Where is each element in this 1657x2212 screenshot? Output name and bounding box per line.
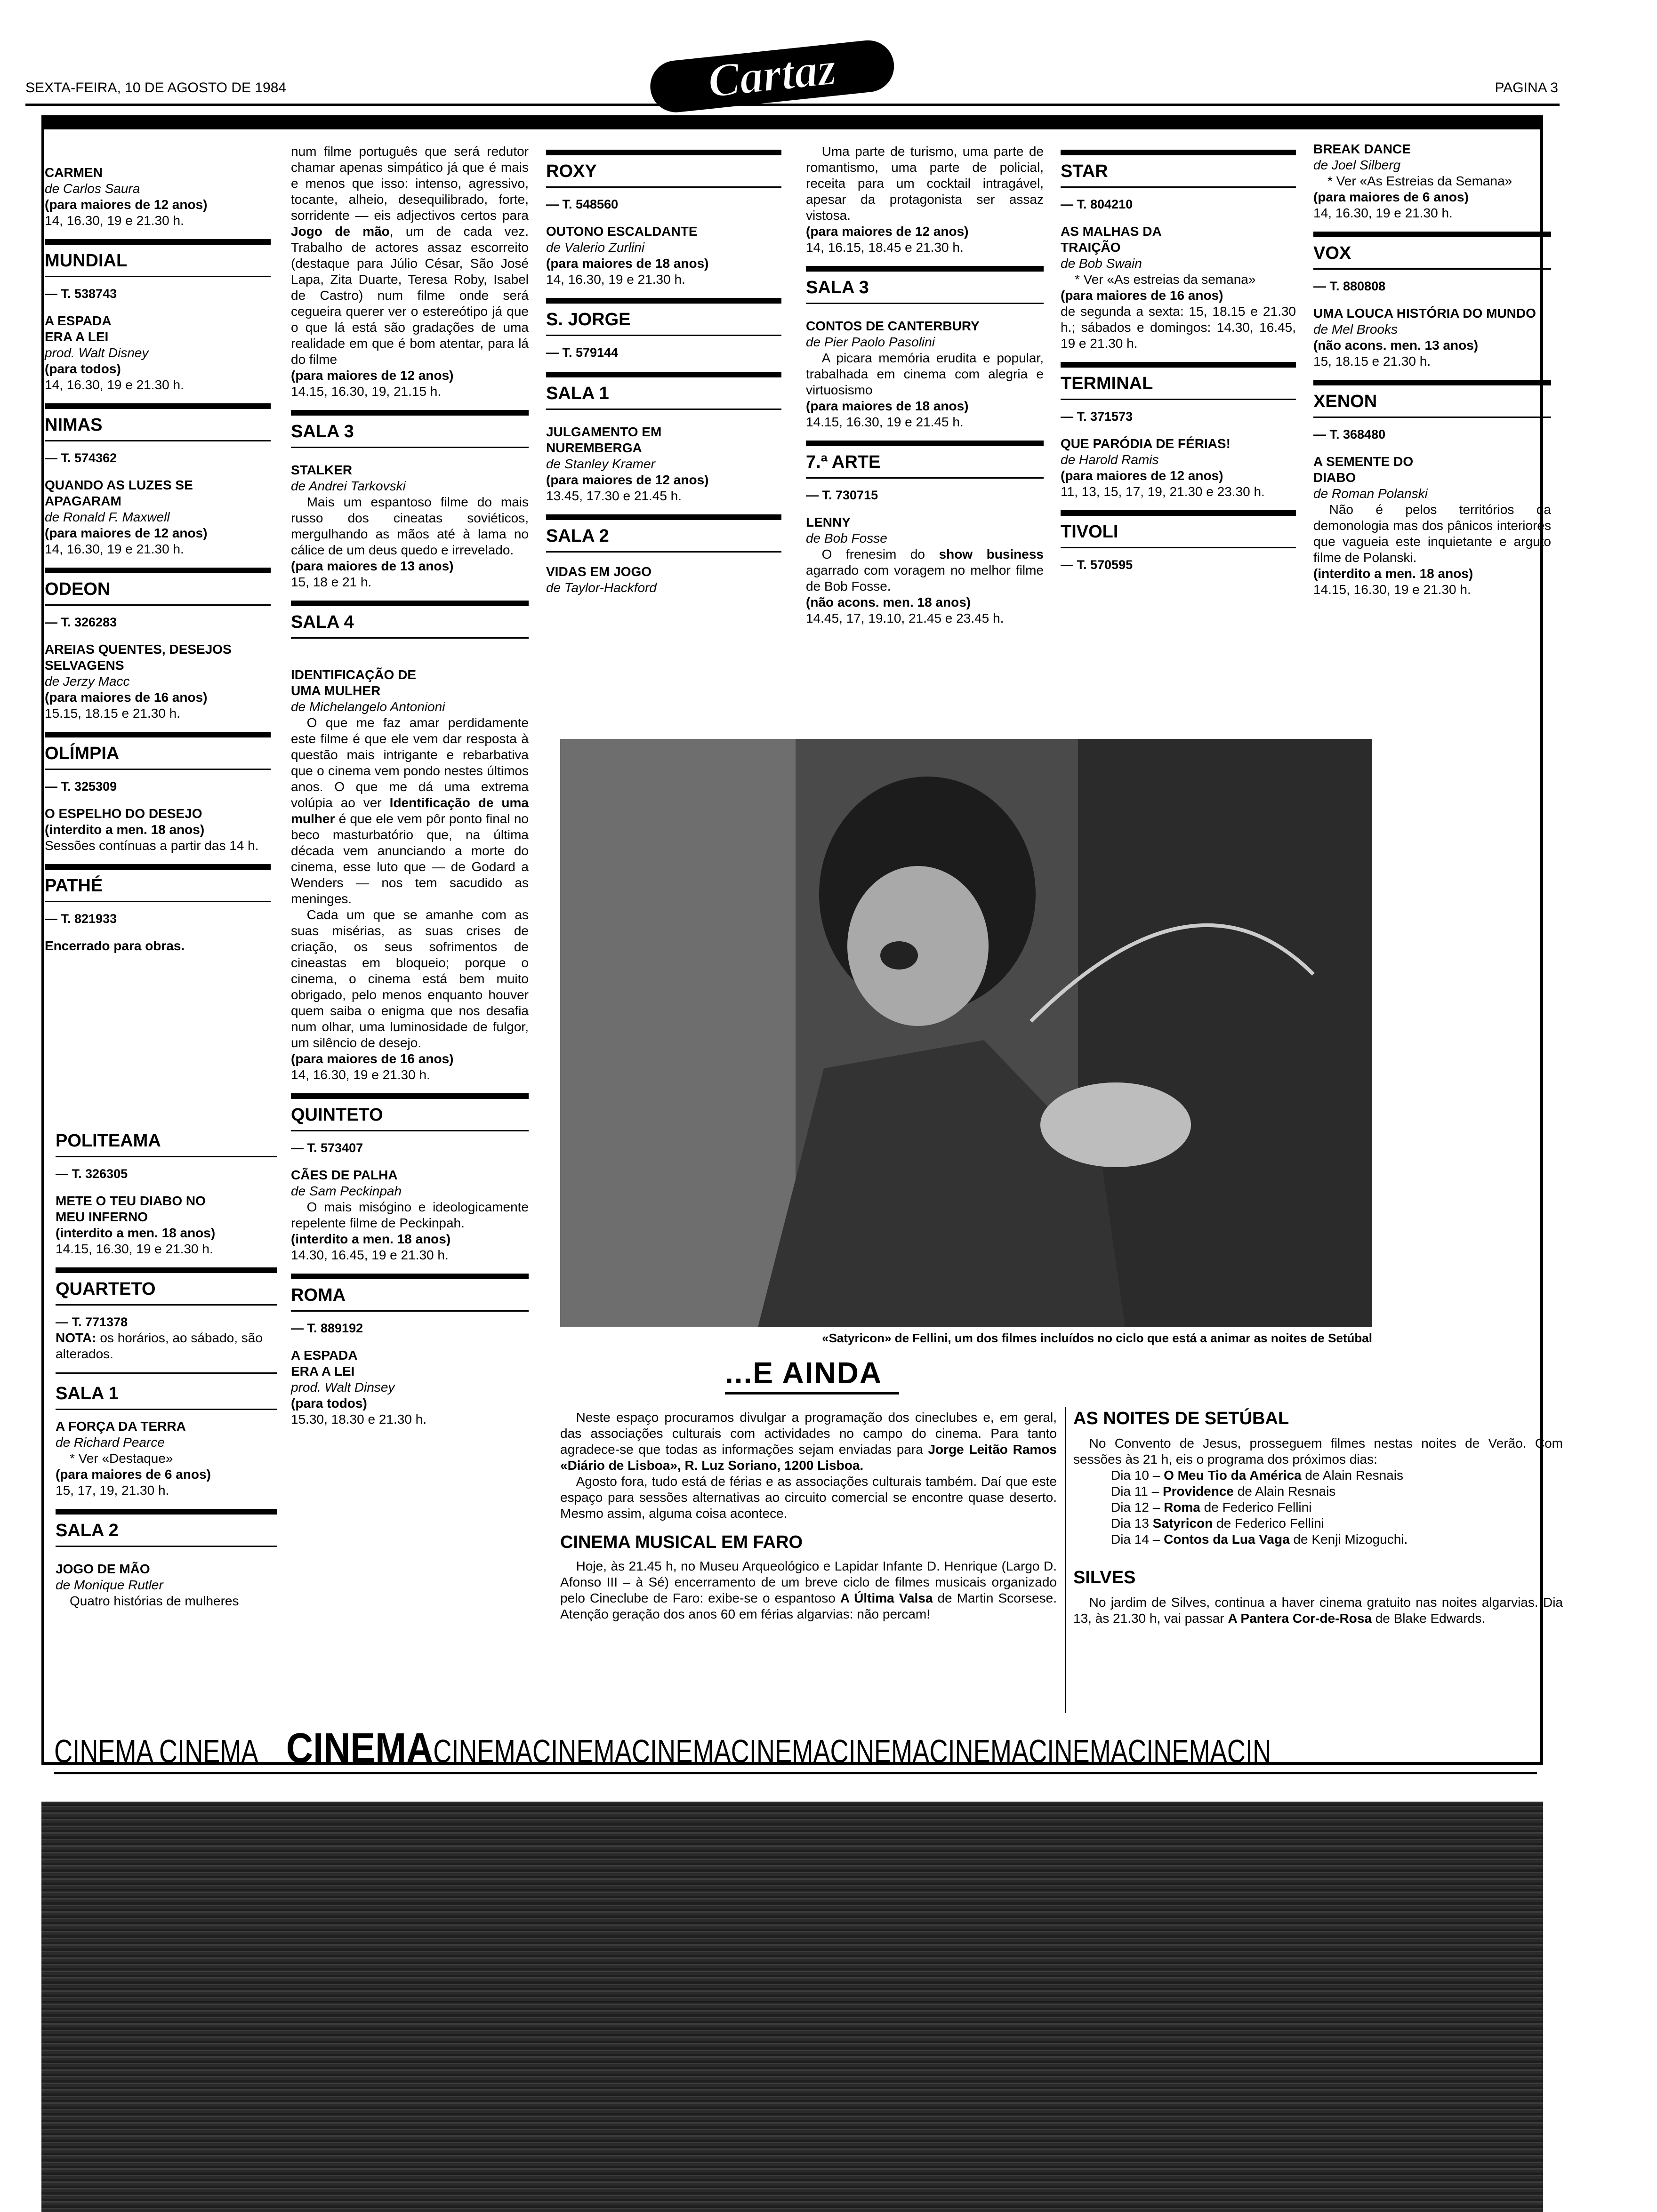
setubal-program: [1073, 1467, 1563, 1547]
film-description-bold: show business: [939, 547, 1044, 561]
banner-text: CINEMA CINEMA: [54, 1733, 258, 1770]
section-bar: [291, 601, 529, 606]
cinema-politeama: POLITEAMA: [56, 1131, 161, 1151]
intro-text: Neste espaço procuramos divulgar a programação dos cineclubes e, em geral, das associações culturais com actividades no campo do cinema. Para tanto agradece-se que todas as informações sejam enviadas para: [560, 1410, 1057, 1457]
ainda-right: [1073, 1407, 1563, 1627]
film-rating: (não acons. men. 18 anos): [806, 595, 971, 609]
program-film: Providence: [1163, 1484, 1234, 1499]
film-times: 15, 18.15 e 21.30 h.: [1313, 354, 1431, 369]
review-text: , um de cada vez. Trabalho de actores assaz escorreito (destaque para Júlio César, São José Lapa, Zita Duarte, Teresa Roby, Isabel de Castro) num filme onde será cegueira querer ver o estereótipo já que o que lá está são gradações de uma realidade em que é bom atentar, para lá do filme: [291, 224, 529, 367]
film-title: CONTOS DE CANTERBURY: [806, 319, 980, 333]
section-bar: [56, 1267, 277, 1273]
film-rating: (para maiores de 16 anos): [45, 690, 208, 705]
contact-address: Jorge Leitão Ramos «Diário de Lisboa», R. Luz Soriano, 1200 Lisboa.: [560, 1442, 1057, 1473]
phone-number: — T. 325309: [45, 779, 117, 793]
cinema-odeon: ODEON: [45, 579, 111, 599]
phone-number: — T. 889192: [291, 1321, 363, 1335]
ainda-left: [560, 1410, 1057, 1622]
section-bar: [291, 1093, 529, 1099]
film-director: de Monique Rutler: [56, 1578, 163, 1592]
film-rating: (para maiores de 16 anos): [291, 1051, 454, 1066]
film-director: de Bob Swain: [1061, 256, 1142, 271]
cinema-sala-4: SALA 4: [291, 612, 354, 632]
film-times: 14.15, 16.30, 19, 21.15 h.: [291, 384, 442, 399]
section-bar: [546, 150, 781, 155]
section-rule: [1061, 399, 1296, 400]
film-title: QUE PARÓDIA DE FÉRIAS!: [1061, 436, 1231, 451]
column-6: [1313, 141, 1551, 608]
section-bar: [1313, 232, 1551, 237]
film-title: QUANDO AS LUZES SE APAGARAM: [45, 478, 193, 508]
film-times: 14, 16.30, 19 e 21.30 h.: [45, 542, 184, 556]
section-rule: [546, 335, 781, 336]
program-item: [1111, 1515, 1563, 1531]
phone-number: — T. 548560: [546, 197, 619, 211]
cinema-nimas: NIMAS: [45, 415, 103, 435]
film-title: JULGAMENTO EM NUREMBERGA: [546, 425, 662, 455]
film-description: Não é pelos territórios da demonologia mas dos pânicos interiores que vagueia este inquietante e arguto filme de Polanski.: [1313, 502, 1551, 565]
film-title: AS MALHAS DA TRAIÇÃO: [1061, 224, 1161, 255]
film-director: de Stanley Kramer: [546, 457, 655, 471]
film-rating: (para maiores de 18 anos): [546, 256, 709, 271]
film-director: de Taylor-Hackford: [546, 580, 657, 595]
section-rule: [291, 637, 529, 639]
film-rating: (interdito a men. 18 anos): [1313, 566, 1473, 581]
film-rating: (interdito a men. 18 anos): [45, 822, 205, 837]
film-rating: (para todos): [45, 361, 121, 376]
film-times: 14, 16.30, 19 e 21.30 h.: [546, 272, 685, 287]
film-rating: (para maiores de 12 anos): [806, 224, 969, 239]
section-rule: [45, 604, 271, 606]
section-rule: [546, 186, 781, 188]
phone-number: — T. 326283: [45, 615, 117, 629]
banner-rule: [54, 1772, 1537, 1774]
section-rule: [546, 409, 781, 410]
program-director: de Federico Fellini: [1200, 1500, 1312, 1515]
section-rule: [56, 1156, 277, 1157]
section-rule: [546, 551, 781, 553]
section-bar: [806, 441, 1044, 446]
program-film: Roma: [1164, 1500, 1200, 1515]
film-rating: (para maiores de 12 anos): [291, 368, 454, 383]
column-2: [291, 144, 529, 1438]
film-rating: (interdito a men. 18 anos): [56, 1226, 216, 1240]
film-times: 14.15, 16.30, 19 e 21.30 h.: [1313, 582, 1471, 597]
film-times: de segunda a sexta: 15, 18.15 e 21.30 h.; sábados e domingos: 14.30, 16.45, 19 e 21.30 h.: [1061, 304, 1296, 351]
section-rule: [1313, 268, 1551, 270]
cinema-sala-1: SALA 1: [546, 384, 609, 403]
section-bar: [1061, 510, 1296, 516]
section-rule: [1061, 186, 1296, 188]
film-times: 14.15, 16.30, 19 e 21.30 h.: [56, 1242, 213, 1256]
section-rule: [45, 440, 271, 441]
section-bar: [291, 410, 529, 416]
section-rule: [291, 1130, 529, 1131]
section-bar: [1061, 362, 1296, 368]
section-rule: [45, 901, 271, 902]
section-bar: [1313, 380, 1551, 385]
dark-print-area: [41, 1802, 1543, 2212]
film-rating: (para maiores de 12 anos): [1061, 468, 1223, 483]
film-title: CÃES DE PALHA: [291, 1168, 398, 1182]
film-rating: (para maiores de 6 anos): [56, 1467, 211, 1482]
cinema-mundial: MUNDIAL: [45, 251, 128, 271]
silves-heading: SILVES: [1073, 1568, 1136, 1587]
cinema-s-jorge: S. JORGE: [546, 310, 631, 329]
cinema-sala-2: SALA 2: [546, 526, 609, 546]
film-title: JOGO DE MÃO: [56, 1562, 150, 1576]
film-times: Sessões contínuas a partir das 14 h.: [45, 838, 259, 853]
film-times: 14.15, 16.30, 19 e 21.45 h.: [806, 415, 964, 429]
film-title: STALKER: [291, 463, 353, 477]
film-title: A FORÇA DA TERRA: [56, 1419, 186, 1434]
film-title: METE O TEU DIABO NO MEU INFERNO: [56, 1194, 206, 1224]
column-5: [1061, 141, 1296, 584]
section-bar: [45, 568, 271, 573]
phone-number: — T. 821933: [45, 912, 117, 926]
film-rating: (para maiores de 16 anos): [1061, 288, 1223, 303]
cinema-sala-2: SALA 2: [56, 1521, 119, 1540]
cinema-terminal: TERMINAL: [1061, 374, 1153, 393]
film-times: 14, 16.30, 19 e 21.30 h.: [1313, 206, 1453, 220]
film-times: 14.45, 17, 19.10, 21.45 e 23.45 h.: [806, 611, 1004, 625]
program-item: [1111, 1467, 1563, 1483]
svg-text:Cartaz: Cartaz: [705, 42, 839, 108]
phone-number: — T. 880808: [1313, 279, 1386, 293]
film-title: A ESPADA ERA A LEI: [45, 313, 111, 344]
section-rule: [1313, 417, 1551, 418]
film-times: 15, 18 e 21 h.: [291, 575, 372, 589]
review-text: Uma parte de turismo, uma parte de romantismo, uma parte de policial, receita para um cocktail intragável, apesar da protagonista ser assaz vistosa.: [806, 144, 1044, 223]
phone-number: — T. 570595: [1061, 558, 1133, 572]
cinema-tivoli: TIVOLI: [1061, 522, 1118, 542]
film-description: Cada um que se amanhe com as suas misérias, as suas crises de criação, os seus sofrimentos de cineastas em bloqueio; porque o cinema, o cinema está bem muito obrigado, pelo menos enquanto houver quem saiba o enigma que nos desafia num olhar, uma luminosidade de fulgor, um silêncio de desejo.: [291, 907, 529, 1050]
banner-text: CINEMACINEMACINEMACINEMACINEMACINEMACINEMACINEMACIN: [433, 1733, 1271, 1770]
section-bar: [806, 266, 1044, 272]
film-times: 14, 16.15, 18.45 e 21.30 h.: [806, 240, 964, 255]
cinema-banner: [54, 1727, 1537, 1770]
film-title: UMA LOUCA HISTÓRIA DO MUNDO: [1313, 306, 1536, 321]
section-rule: [291, 1310, 529, 1312]
program-day: Dia 11 –: [1111, 1484, 1163, 1499]
film-description: é que ele vem pôr ponto final no beco masturbatório que, na última década vem anunciando a morte do cinema, esse luto que — de Godard a Wenders — nos tem sacudido as meninges.: [291, 811, 529, 906]
film-description: O mais misógino e ideologicamente repelente filme de Peckinpah.: [291, 1200, 529, 1230]
note-label: NOTA:: [56, 1330, 97, 1345]
page-number: PAGINA 3: [1495, 80, 1558, 96]
cinema-roxy: ROXY: [546, 161, 597, 181]
film-director: de Jerzy Macc: [45, 674, 130, 689]
section-bar: [546, 372, 781, 377]
faro-film: A Última Valsa: [840, 1591, 933, 1605]
setubal-text: No Convento de Jesus, prosseguem filmes nestas noites de Verão. Com sessões às 21 h, eis o programa dos próximos dias:: [1073, 1436, 1563, 1467]
film-director: prod. Walt Dinsey: [291, 1380, 395, 1395]
film-title: AREIAS QUENTES, DESEJOS SELVAGENS: [45, 642, 232, 673]
film-director: de Mel Brooks: [1313, 322, 1398, 337]
program-day: Dia 12 –: [1111, 1500, 1164, 1515]
phone-number: — T. 573407: [291, 1141, 363, 1155]
film-director: de Joel Silberg: [1313, 158, 1401, 172]
setubal-heading: AS NOITES DE SETÚBAL: [1073, 1409, 1289, 1428]
film-title: VIDAS EM JOGO: [546, 564, 652, 579]
film-rating: (não acons. men. 13 anos): [1313, 338, 1479, 353]
cinema-pathe: PATHÉ: [45, 876, 103, 896]
film-title: BREAK DANCE: [1313, 142, 1411, 156]
film-title-inline: Identificação de uma mulher: [291, 795, 529, 826]
program-director: de Alain Resnais: [1301, 1468, 1403, 1483]
program-director: de Federico Fellini: [1213, 1516, 1324, 1531]
cinema-quarteto: QUARTETO: [56, 1279, 156, 1299]
section-rule: [45, 769, 271, 770]
listing-carmen: [45, 165, 271, 229]
section-bar: [45, 732, 271, 737]
film-rating: (para maiores de 12 anos): [45, 197, 208, 212]
phone-number: — T. 579144: [546, 345, 619, 360]
film-rating: (para maiores de 12 anos): [45, 526, 208, 540]
program-day: Dia 13: [1111, 1516, 1153, 1531]
film-description: Quatro histórias de mulheres: [70, 1594, 239, 1608]
silves-text: de Blake Edwards.: [1371, 1611, 1486, 1626]
film-rating: (para maiores de 13 anos): [291, 559, 454, 573]
section-rule: [806, 303, 1044, 304]
cinema-star: STAR: [1061, 161, 1108, 181]
cinema-7-arte: 7.ª ARTE: [806, 452, 881, 472]
film-description: A picara memória erudita e popular, trabalhada em cinema com alegria e virtuosismo: [806, 351, 1044, 397]
film-description: O frenesim do: [821, 547, 939, 561]
section-rule: [56, 1372, 277, 1374]
cinema-sala-1: SALA 1: [56, 1384, 119, 1403]
film-director: de Sam Peckinpah: [291, 1184, 402, 1198]
film-description: Mais um espantoso filme do mais russo dos cineatas soviéticos, mergulhando as mãos até à lama no cálice de um deus quedo e irrevelado.: [291, 495, 529, 557]
film-director: de Ronald F. Maxwell: [45, 510, 170, 524]
film-director: de Richard Pearce: [56, 1435, 165, 1450]
film-times: 15, 17, 19, 21.30 h.: [56, 1483, 169, 1498]
section-bar: [45, 239, 271, 245]
section-rule: [806, 477, 1044, 479]
column-4: [806, 144, 1044, 637]
phone-number: — T. 326305: [56, 1167, 128, 1181]
film-title: LENNY: [806, 515, 851, 529]
film-times: 14, 16.30, 19 e 21.30 h.: [45, 213, 184, 228]
film-title: OUTONO ESCALDANTE: [546, 224, 698, 239]
section-rule: [291, 447, 529, 448]
column-divider: [1065, 1407, 1066, 1713]
column-1: [45, 165, 271, 964]
review-text: num filme português que será redutor chamar apenas simpático já que é mais e menos que isso: intenso, agressivo, tocante, alheio, desequilibrado, forte, sorridente — eis adjectivos certos para: [291, 144, 529, 223]
phone-number: — T. 368480: [1313, 427, 1386, 441]
photo-caption: «Satyricon» de Fellini, um dos filmes incluídos no ciclo que está a animar as noites de Setúbal: [822, 1331, 1372, 1345]
film-rating: (para todos): [291, 1396, 367, 1411]
section-rule: [56, 1304, 277, 1306]
satyricon-photo: [560, 739, 1372, 1327]
film-title: IDENTIFICAÇÃO DE UMA MULHER: [291, 667, 416, 698]
silves-film: A Pantera Cor-de-Rosa: [1228, 1611, 1372, 1626]
film-extra: * Ver «Destaque»: [70, 1451, 173, 1466]
issue-date: SEXTA-FEIRA, 10 DE AGOSTO DE 1984: [25, 80, 287, 96]
program-day: Dia 10 –: [1111, 1468, 1164, 1483]
note-text: os horários, ao sábado, são alterados.: [56, 1330, 263, 1361]
program-film: Contos da Lua Vaga: [1164, 1532, 1290, 1547]
cartaz-logo: [631, 27, 906, 124]
film-title: A ESPADA ERA A LEI: [291, 1348, 357, 1378]
film-times: 13.45, 17.30 e 21.45 h.: [546, 489, 682, 503]
section-rule: [45, 276, 271, 277]
program-day: Dia 14 –: [1111, 1532, 1164, 1547]
banner-text-bold: CINEMA: [286, 1727, 434, 1770]
faro-text: Hoje, às 21.45 h, no Museu Arqueológico e Lapidar Infante D. Henrique (Largo D. Afonso III – à Sé) encerramento de um breve ciclo de filmes musicais organizado pelo Cineclube de Faro: exibe-se o espantoso: [560, 1559, 1057, 1605]
film-director: de Carlos Saura: [45, 181, 140, 196]
cinema-vox: VOX: [1313, 243, 1351, 263]
phone-number: — T. 371573: [1061, 409, 1133, 424]
film-director: de Roman Polanski: [1313, 486, 1428, 501]
program-director: de Alain Resnais: [1233, 1484, 1336, 1499]
section-heading: ...E AINDA: [725, 1356, 883, 1390]
section-bar: [1061, 150, 1296, 155]
film-director: de Pier Paolo Pasolini: [806, 335, 935, 349]
film-rating: (interdito a men. 18 anos): [291, 1232, 451, 1246]
cinema-sala-3: SALA 3: [291, 422, 354, 441]
cinema-sala-3: SALA 3: [806, 278, 869, 297]
section-bar: [45, 864, 271, 870]
film-director: prod. Walt Disney: [45, 345, 149, 360]
review-film: Jogo de mão: [291, 224, 390, 239]
film-times: 14, 16.30, 19 e 21.30 h.: [291, 1067, 430, 1082]
section-rule: [56, 1409, 277, 1410]
film-rating: (para maiores de 6 anos): [1313, 190, 1469, 204]
phone-number: — T. 538743: [45, 287, 117, 301]
phone-number: — T. 730715: [806, 488, 878, 502]
section-bar: [291, 1274, 529, 1279]
cinema-quinteto: QUINTETO: [291, 1105, 383, 1125]
program-director: de Kenji Mizoguchi.: [1289, 1532, 1408, 1547]
film-times: 15.30, 18.30 e 21.30 h.: [291, 1412, 427, 1427]
film-rating: (para maiores de 12 anos): [546, 473, 709, 487]
program-film: Satyricon: [1152, 1516, 1213, 1531]
film-title: A SEMENTE DO DIABO: [1313, 454, 1414, 485]
film-extra: * Ver «As estreias da semana»: [1075, 272, 1256, 287]
film-times: 11, 13, 15, 17, 19, 21.30 e 23.30 h.: [1061, 484, 1265, 499]
silves-text: No jardim de Silves, continua a haver cinema gratuito nas noites algarvias. Dia 13, às 21.30 h, vai passar: [1073, 1595, 1563, 1626]
film-times: 14, 16.30, 19 e 21.30 h.: [45, 377, 184, 392]
section-bar: [546, 514, 781, 520]
film-title: CARMEN: [45, 165, 103, 180]
phone-number: — T. 574362: [45, 451, 117, 465]
column-1-bottom: [56, 1130, 277, 1619]
film-title: O ESPELHO DO DESEJO: [45, 806, 202, 821]
cinema-xenon: XENON: [1313, 392, 1377, 411]
cinema-roma: ROMA: [291, 1285, 346, 1305]
film-times: 14.30, 16.45, 19 e 21.30 h.: [291, 1248, 449, 1262]
column-3: [546, 141, 781, 606]
section-rule: [56, 1546, 277, 1547]
film-director: de Harold Ramis: [1061, 452, 1159, 467]
film-director: de Andrei Tarkovski: [291, 479, 406, 493]
program-item: [1111, 1483, 1563, 1499]
phone-number: — T. 804210: [1061, 197, 1133, 211]
film-description: O que me faz amar perdidamente este filme é que ele vem dar resposta à questão mais intrigante e rebarbativa que o cinema vem pondo nestes últimos anos. O que me dá uma extrema volúpia ao ver: [291, 715, 529, 810]
film-description: agarrado com voragem no melhor filme de Bob Fosse.: [806, 563, 1044, 593]
film-extra: * Ver «As Estreias da Semana»: [1327, 174, 1512, 188]
film-rating: (para maiores de 18 anos): [806, 399, 969, 413]
film-director: de Michelangelo Antonioni: [291, 699, 445, 714]
phone-number: — T. 771378: [56, 1315, 128, 1329]
heading-underline: [725, 1392, 899, 1395]
cinema-olimpia: OLÍMPIA: [45, 744, 120, 763]
section-rule: [1061, 547, 1296, 548]
film-director: de Bob Fosse: [806, 531, 887, 545]
cinema-note: Encerrado para obras.: [45, 938, 185, 953]
program-item: [1111, 1499, 1563, 1515]
section-bar: [56, 1509, 277, 1515]
faro-heading: CINEMA MUSICAL EM FARO: [560, 1532, 803, 1552]
program-film: O Meu Tio da América: [1164, 1468, 1302, 1483]
program-item: [1111, 1531, 1563, 1547]
section-bar: [546, 298, 781, 304]
section-bar: [45, 403, 271, 409]
intro-text: Agosto fora, tudo está de férias e as associações culturais também. Daí que este espaço para sessões alternativas ao circuito comercial se encontre quase deserto. Mesmo assim, alguma coisa acontece.: [560, 1474, 1057, 1521]
top-bar: [41, 115, 1543, 129]
film-director: de Valerio Zurlini: [546, 240, 645, 255]
faro-text: de Martin Scorsese. Atenção geração dos anos 60 em férias algarvias: não percam!: [560, 1591, 1057, 1621]
film-times: 15.15, 18.15 e 21.30 h.: [45, 706, 181, 721]
